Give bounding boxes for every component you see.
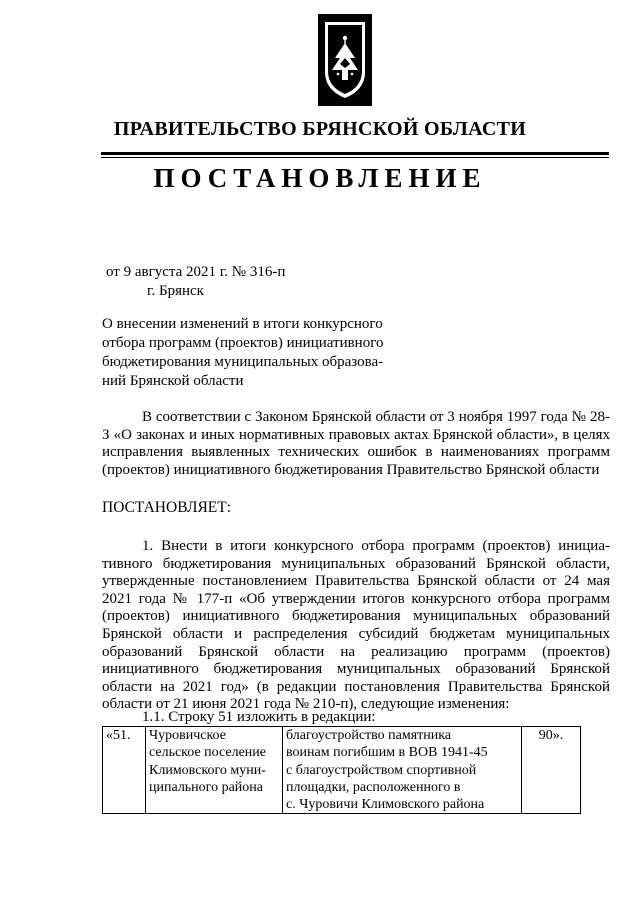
project-line: с благоустройством спортивной — [286, 762, 477, 778]
sub-item-text: 1.1. Строку 51 изложить в редакции: — [142, 709, 376, 725]
bryansk-oblast-coat-of-arms-icon — [318, 14, 372, 106]
municipality-cell — [146, 727, 283, 814]
document-type-title: ПОСТАНОВЛЕНИЕ — [153, 163, 487, 193]
resolves-heading: ПОСТАНОВЛЯЕТ: — [102, 499, 232, 516]
municipality-line: Чуровичское — [149, 728, 226, 743]
document-city: г. Брянск — [147, 283, 204, 299]
municipality-line: сельское поселение — [149, 745, 266, 761]
government-title: ПРАВИТЕЛЬСТВО БРЯНСКОЙ ОБЛАСТИ — [113, 118, 527, 140]
document-subject: О внесении изменений в итоги конкурсного отбора программ (проектов) инициативного бюджетирования муниципальных образова-ний Брянской области — [102, 316, 384, 389]
municipality-line: Климовского муни- — [149, 762, 266, 778]
table-row — [103, 727, 581, 814]
preamble-paragraph: В соответствии с Законом Брянской области от 3 ноября 1997 года № 28-З «О законах и иных нормативных правовых актах Брянской области», в целях исправления выявленных технических ошибок в наименованиях программ (проектов) инициативного бюджетирования Правительство Брянской области — [102, 409, 610, 478]
project-line: площадки, расположенного в — [286, 779, 461, 795]
project-line: воинам погибшим в ВОВ 1941-45 — [286, 745, 488, 761]
document-date-number: от 9 августа 2021 г. № 316-п — [106, 264, 286, 280]
row-number-cell: «51. — [103, 727, 146, 814]
amendment-paragraph: 1. Внести в итоги конкурсного отбора программ (проектов) инициа-тивного бюджетирования муниципальных образований Брянской области, утвержденные постановлением Правительства Брянской области от 24 мая 2021 года № 177-п «Об утверждении итогов конкурсного отбора программ (проектов) инициативного бюджетирования муниципальных образований Брянской области и распределения субсидий бюджетам муниципальных образований Брянской области на реализацию программ (проектов) инициативного бюджетирования муниципальных образований Брянской области на 2021 год» (в редакции постановления Правительства Брянской области от 21 июня 2021 года № 210-п), следующие изменения: — [102, 538, 610, 713]
project-line: с. Чуровичи Климовского района — [286, 797, 485, 813]
header-divider-thin — [101, 157, 609, 158]
project-line: благоустройство памятника — [286, 728, 452, 743]
amount-cell: 90». — [522, 727, 581, 814]
project-cell — [283, 727, 522, 814]
header-divider-thick — [101, 152, 609, 155]
amendment-table — [102, 726, 581, 814]
municipality-line: ципального района — [149, 779, 263, 795]
